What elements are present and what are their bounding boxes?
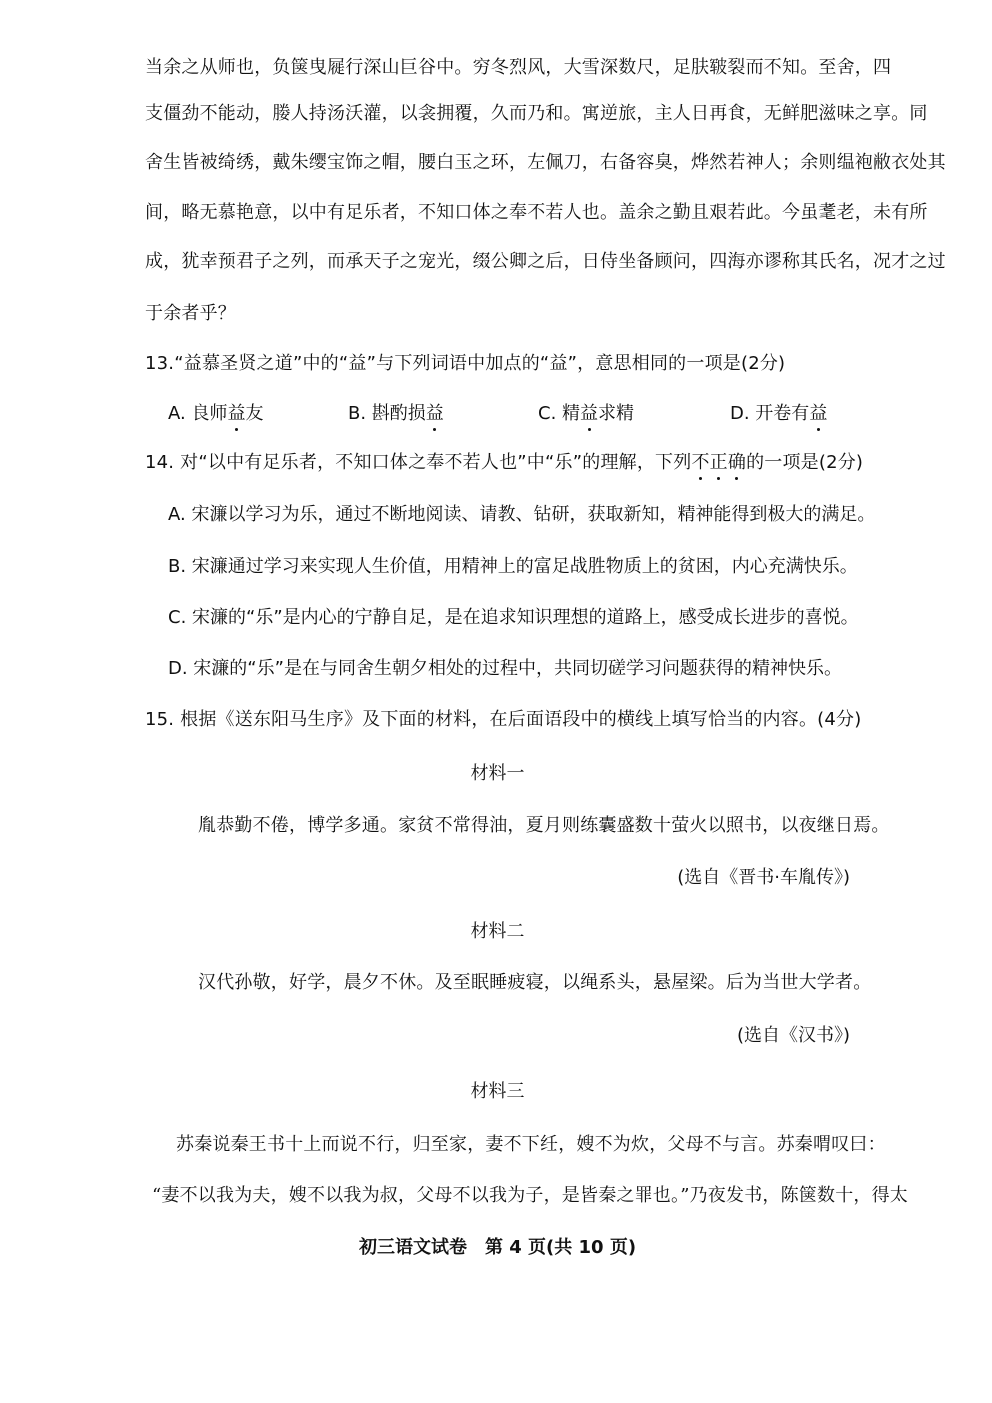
question-13-option-c: C. 精益求精 [538,403,635,424]
emphasis-dot: 益 [425,403,444,424]
passage-line: 成，犹幸预君子之列，而承天子之宠光，缀公卿之后，日侍坐备顾问，四海亦谬称其氏名，况才之过 [145,251,946,272]
emphasis-dot: 正 [709,452,728,473]
question-14-stem: 14. 对“以中有足乐者，不知口体之奉不若人也”中“乐”的理解，下列不正确的一项是(2分) [145,452,864,473]
passage-line: 舍生皆被绮绣，戴朱缨宝饰之帽，腰白玉之环，左佩刀，右备容臭，烨然若神人；余则缊袍敝衣处其 [145,152,946,173]
emphasis-dot: 益 [809,403,828,424]
passage-line: 于余者乎？ [145,303,236,324]
emphasis-dot: 确 [727,452,747,473]
question-13-option-d: D. 开卷有益 [730,403,828,424]
passage-line: 间，略无慕艳意，以中有足乐者，不知口体之奉不若人也。盖余之勤且艰若此。今虽耄老，未有所 [145,202,928,223]
emphasis-dot: 不 [691,452,710,473]
question-14-option-d: D. 宋濂的“乐”是在与同舍生朝夕相处的过程中，共同切磋学习问题获得的精神快乐。 [168,658,842,679]
question-13-stem: 13.“益慕圣贤之道”中的“益”与下列词语中加点的“益”，意思相同的一项是(2分) [145,353,786,374]
emphasis-dot: 益 [580,403,599,424]
question-13-option-a: A. 良师益友 [168,403,264,424]
page-footer: 初三语文试卷 第 4 页(共 10 页) [358,1237,637,1258]
material-1-title: 材料一 [470,763,525,784]
question-14-option-c: C. 宋濂的“乐”是内心的宁静自足，是在追求知识理想的道路上，感受成长进步的喜悦。 [168,607,859,628]
material-2-source: (选自《汉书》) [736,1025,850,1046]
material-3-title: 材料三 [470,1081,525,1102]
material-3-text: 苏秦说秦王书十上而说不行，归至家，妻不下纴，嫂不为炊，父母不与言。苏秦喟叹曰： [176,1134,886,1155]
question-13-option-b: B. 斟酌损益 [348,403,444,424]
passage-line: 支僵劲不能动，媵人持汤沃灌，以衾拥覆，久而乃和。寓逆旅，主人日再食，无鲜肥滋味之享。同 [145,103,928,124]
material-3-text: “妻不以我为夫，嫂不以我为叔，父母不以我为子，是皆秦之罪也。”乃夜发书，陈箧数十，得太 [152,1185,908,1206]
question-14-option-a: A. 宋濂以学习为乐，通过不断地阅读、请教、钻研，获取新知，精神能得到极大的满足。 [168,504,876,525]
question-15-stem: 15. 根据《送东阳马生序》及下面的材料，在后面语段中的横线上填写恰当的内容。(4分) [145,709,862,730]
material-2-title: 材料二 [470,921,525,942]
passage-line: 当余之从师也，负箧曳屣行深山巨谷中。穷冬烈风，大雪深数尺，足肤皲裂而不知。至舍，四 [145,57,892,78]
emphasis-dot: 益 [227,403,246,424]
material-2-text: 汉代孙敬，好学，晨夕不休。及至眠睡疲寝，以绳系头，悬屋梁。后为当世大学者。 [198,972,872,993]
material-1-text: 胤恭勤不倦，博学多通。家贫不常得油，夏月则练囊盛数十萤火以照书，以夜继日焉。 [198,815,890,836]
material-1-source: (选自《晋书·车胤传》) [677,867,850,888]
question-14-option-b: B. 宋濂通过学习来实现人生价值，用精神上的富足战胜物质上的贫困，内心充满快乐。 [168,556,858,577]
